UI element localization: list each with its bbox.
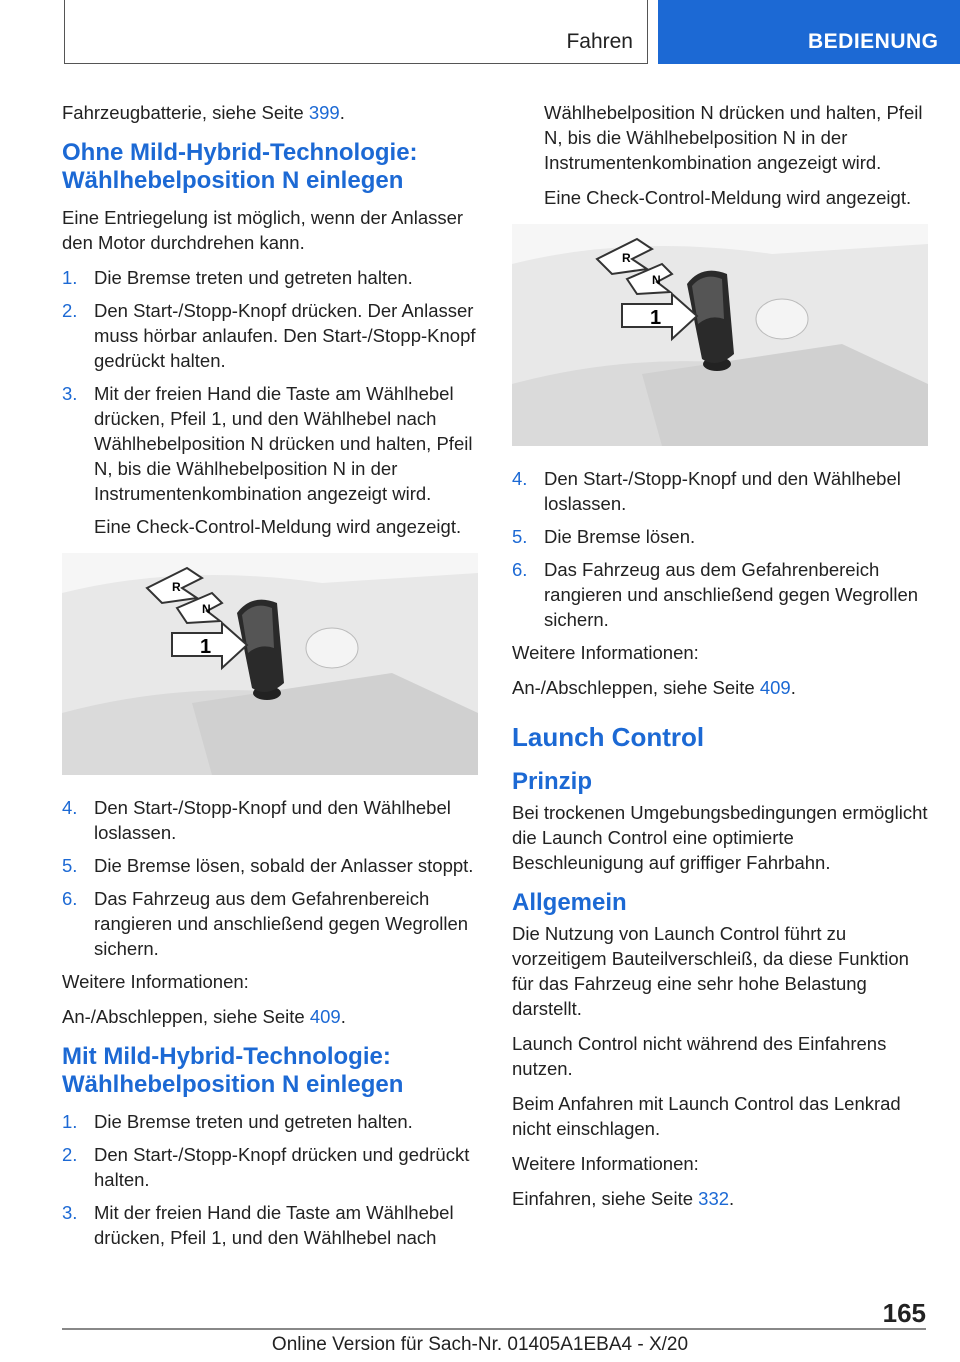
list-item (62, 381, 478, 506)
gear-selector-illustration (512, 224, 928, 446)
gear-selector-drawing (62, 553, 478, 775)
allgemein-paragraph-1: Die Nutzung von Launch Control führt zu vorzeitigem Bauteilverschleiß, da diese Funktion für das Fahrzeug eine sehr hohe Belastung darstellt. (512, 923, 909, 1019)
step-text: Den Start-/Stopp-Knopf und den Wählhebel loslassen. (544, 468, 901, 514)
step-number: 6. (512, 559, 528, 580)
step-text: Die Bremse lösen, sobald der Anlasser stoppt. (94, 855, 474, 876)
gear-selector-illustration (62, 553, 478, 775)
check-control-note: Eine Check-Control-Meldung wird angezeigt. (94, 516, 462, 537)
step-number: 2. (62, 1144, 78, 1165)
more-info-label: Weitere Informationen: (512, 642, 699, 663)
step-text: Mit der freien Hand die Taste am Wählhebel drücken, Pfeil 1, und den Wählhebel nach Wählhebelposition N drücken und halten, Pfeil N, bis die Wählhebelposition N in der Instrumentenkombination angezeigt wird. (94, 383, 473, 504)
step-number: 3. (62, 383, 78, 404)
reference-paragraph: Einfahren, siehe Seite 332. (512, 1188, 735, 1209)
step-text: Den Start-/Stopp-Knopf drücken und gedrückt halten. (94, 1144, 470, 1190)
step-number: 4. (62, 797, 78, 818)
step-number: 3. (62, 1202, 78, 1223)
list-item (62, 795, 478, 845)
step-number: 1. (62, 267, 78, 288)
list-item (62, 853, 478, 878)
more-info-label: Weitere Informationen: (62, 971, 249, 992)
step-number: 5. (512, 526, 528, 547)
step-number: 4. (512, 468, 528, 489)
page-number: 165 (882, 1298, 926, 1328)
footer-divider (62, 1328, 926, 1330)
list-item (62, 1142, 478, 1192)
more-info-label: Weitere Informationen: (512, 1153, 699, 1174)
intro-text: Fahrzeugbatterie, siehe Seite (62, 102, 309, 123)
list-item (62, 886, 478, 961)
arrow-1-label: 1 (200, 636, 212, 658)
reference-text: An-/Abschleppen, siehe Seite (512, 677, 760, 698)
step-number: 6. (62, 888, 78, 909)
step-text: Die Bremse treten und getreten halten. (94, 267, 413, 288)
right-column (512, 100, 928, 1221)
reference-text: Einfahren, siehe Seite (512, 1188, 699, 1209)
list-item (512, 557, 928, 632)
subheading-prinzip: Prinzip (512, 768, 593, 795)
page-link-399[interactable]: 399 (308, 102, 340, 123)
reference-text: An-/Abschleppen, siehe Seite (62, 1006, 310, 1027)
heading-with-mild-hybrid: Mit Mild-Hybrid-Technologie: Wählhebelposition N einlegen (62, 1043, 404, 1098)
arrow-r-label: R (622, 251, 631, 265)
heading-launch-control: Launch Control (512, 722, 705, 752)
page-link-332[interactable]: 332 (698, 1188, 730, 1209)
header-chapter-box (658, 0, 960, 64)
list-item (512, 466, 928, 516)
reference-paragraph: An-/Abschleppen, siehe Seite 409. (62, 1006, 346, 1027)
step-text: Das Fahrzeug aus dem Gefahrenbereich rangieren und anschließend gegen Wegrollen sichern. (94, 888, 469, 959)
header-section-label: Fahren (566, 30, 633, 53)
page-link-409[interactable]: 409 (759, 677, 791, 698)
allgemein-paragraph-2: Launch Control nicht während des Einfahrens nutzen. (512, 1033, 887, 1079)
paragraph-unlock: Eine Entriegelung ist möglich, wenn der Anlasser den Motor durchdrehen kann. (62, 207, 464, 253)
list-item (62, 265, 478, 290)
header-section-box (64, 0, 648, 64)
subheading-allgemein: Allgemein (512, 889, 627, 916)
step-number: 5. (62, 855, 78, 876)
intro-paragraph: Fahrzeugbatterie, siehe Seite 399. (62, 102, 345, 123)
list-item (512, 524, 928, 549)
left-column (62, 100, 478, 1258)
footer-text: Online Version für Sach-Nr. 01405A1EBA4 - X/20 (271, 1334, 689, 1355)
page-link-409[interactable]: 409 (309, 1006, 341, 1027)
step-number: 1. (62, 1111, 78, 1132)
prinzip-paragraph: Bei trockenen Umgebungsbedingungen ermöglicht die Launch Control eine optimierte Beschleunigung auf griffiger Fahrbahn. (512, 802, 928, 873)
arrow-n-label: N (202, 602, 211, 616)
step-text: Die Bremse treten und getreten halten. (94, 1111, 413, 1132)
gear-selector-drawing (512, 224, 928, 446)
step-text: Das Fahrzeug aus dem Gefahrenbereich rangieren und anschließend gegen Wegrollen sichern. (544, 559, 919, 630)
arrow-n-label: N (652, 273, 661, 287)
step-text: Den Start-/Stopp-Knopf und den Wählhebel loslassen. (94, 797, 451, 843)
list-item (62, 1109, 478, 1134)
arrow-r-label: R (172, 580, 181, 594)
check-control-note: Eine Check-Control-Meldung wird angezeigt. (544, 187, 912, 208)
list-item (62, 1200, 478, 1250)
reference-paragraph: An-/Abschleppen, siehe Seite 409. (512, 677, 796, 698)
step-text: Die Bremse lösen. (544, 526, 696, 547)
allgemein-paragraph-3: Beim Anfahren mit Launch Control das Lenkrad nicht einschlagen. (512, 1093, 901, 1139)
continued-step-text: Wählhebelposition N drücken und halten, Pfeil N, bis die Wählhebelposition N in der Instrumentenkombination angezeigt wird. (544, 102, 923, 173)
list-item (62, 298, 478, 373)
step-text: Mit der freien Hand die Taste am Wählhebel drücken, Pfeil 1, und den Wählhebel nach (94, 1202, 454, 1248)
heading-without-mild-hybrid: Ohne Mild-Hybrid-Technologie: Wählhebelposition N einlegen (62, 139, 418, 194)
arrow-1-label: 1 (650, 307, 662, 329)
step-number: 2. (62, 300, 78, 321)
step-text: Den Start-/Stopp-Knopf drücken. Der Anlasser muss hörbar anlaufen. Den Start-/Stopp-Knopf gedrückt halten. (94, 300, 476, 371)
header-chapter-label: BEDIENUNG (808, 30, 939, 53)
